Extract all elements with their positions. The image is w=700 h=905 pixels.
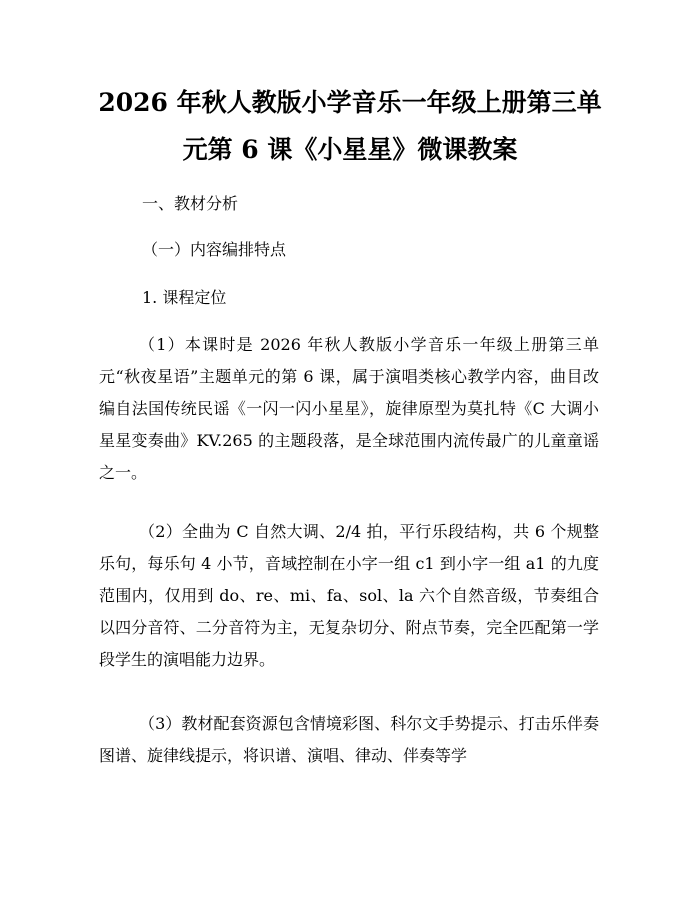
paragraph-2: （2）全曲为 C 自然大调、2/4 拍，平行乐段结构，共 6 个规整乐句，每乐句 4 小节，音域控制在小字一组 c1 到小字一组 a1 的九度范围内，仅用到 do、re、mi、fa、sol、la 六个自然音级，节奏组合以四分音符、二分音符为主，无复杂切分、附点节奏，完全匹配第一学段学生的演唱能力边界。 xyxy=(99,522,599,669)
paragraph-3: （3）教材配套资源包含情境彩图、科尔文手势提示、打击乐伴奏图谱、旋律线提示，将识谱、演唱、律动、伴奏等学 xyxy=(99,714,599,765)
item-heading: 1. 课程定位 xyxy=(142,288,227,307)
subsection-heading: （一）内容编排特点 xyxy=(142,240,287,259)
document-title-line-2: 元第 6 课《小星星》微课教案 xyxy=(182,135,518,164)
section-heading: 一、教材分析 xyxy=(142,194,239,213)
document-title-line-1: 2026 年秋人教版小学音乐一年级上册第三单 xyxy=(98,88,602,117)
paragraph-1: （1）本课时是 2026 年秋人教版小学音乐一年级上册第三单元“秋夜星语”主题单元的第 6 课，属于演唱类核心教学内容，曲目改编自法国传统民谣《一闪一闪小星星》，旋律原型为莫扎特《C 大调小星星变奏曲》KV.265 的主题段落，是全球范围内流传最广的儿童童谣之一。 xyxy=(99,335,599,482)
